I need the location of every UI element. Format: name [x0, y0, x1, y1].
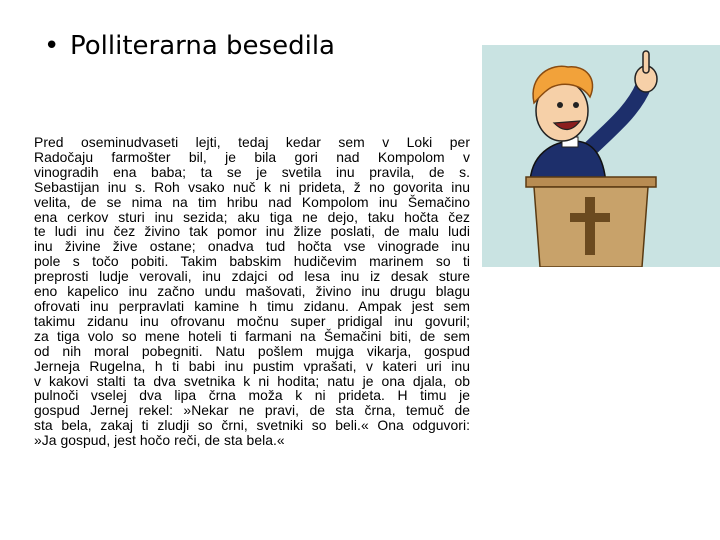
slide-heading-row — [44, 28, 335, 64]
passage-line: takimu zidanu inu ofrovanu močnu super pridigal inu govuril; — [34, 312, 470, 329]
passage-line: preprosti ludje verovali, inu zdajci od lesa inu iz desak sture — [34, 268, 470, 285]
passage-line: te ludi inu čez živino tak pomor inu žlize poslati, de malu ludi — [34, 223, 470, 240]
passage-line: pole s točo pobiti. Takim babskim hudičevim marinem so ti — [34, 253, 470, 270]
pointing-finger-shape — [643, 51, 649, 73]
passage-line: gospud Jernej rekel: »Nekar ne pravi, de sta črna, temuč de — [34, 402, 470, 419]
passage-line: za tiga volo so mene hoteli ti farmani na Šemačini biti, de sem — [34, 327, 470, 344]
passage-line: »Ja gospud, jest hočo reči, de sta bela.« — [34, 432, 285, 449]
passage-line: Sebastijan inu s. Roh vsako nuč k ni prideta, ž no govorita inu — [34, 178, 470, 195]
passage-line: pulnoči vselej dva lipa črna moža k ni prideta. H timu je — [34, 387, 470, 404]
passage-line: vinogradih ena baba; ta se je svetila inu pravila, de s. — [34, 163, 470, 180]
passage-line: ena cerkov sturi inu sezida; aku tiga ne dejo, taku hočta čez — [34, 208, 470, 225]
passage-line: inu živine žive ostane; onadva tud hočta vse vinograde inu — [34, 238, 470, 255]
passage-text — [34, 135, 470, 448]
passage-line: Pred oseminudvaseti lejti, tedaj kedar sem v Loki per — [34, 134, 470, 150]
preacher-illustration-svg — [482, 45, 720, 267]
preacher-at-pulpit-icon — [482, 45, 720, 267]
bullet-marker: • — [44, 31, 60, 61]
passage-line: v kakovi stalti ta dva svetnika k ni hodita; natu je ona djala, ob — [34, 372, 470, 389]
passage-line: Jerneja Rugelna, h ti babi inu pustim vprašati, v kateri uri inu — [34, 357, 470, 374]
slide-title: Polliterarna besedila — [70, 31, 335, 61]
eye-shape — [573, 102, 579, 108]
cross-horizontal-shape — [570, 213, 610, 222]
pulpit-top-shape — [526, 177, 656, 187]
passage-line: ofrovati inu perpravlati kamine h timu zidanu. Ampak jest sem — [34, 297, 470, 314]
eye-shape — [557, 102, 563, 108]
passage-line: eno kapelico inu začno undu mašovati, živino inu drugu blagu — [34, 283, 470, 300]
cross-vertical-shape — [585, 197, 595, 255]
passage-line: od nih moral pobegniti. Natu pošlem mujga vikarja, gospud — [34, 342, 470, 359]
passage-line: sta bela, zakaj ti zludji so črni, svetniki so beli.« Ona odguvori: — [34, 417, 470, 434]
passage-line: Radočaju farmošter bil, je bila gori nad Kompolom v — [34, 148, 470, 165]
passage-line: velita, de se nima na tim hribu nad Kompolom inu Šemačino — [34, 193, 470, 210]
